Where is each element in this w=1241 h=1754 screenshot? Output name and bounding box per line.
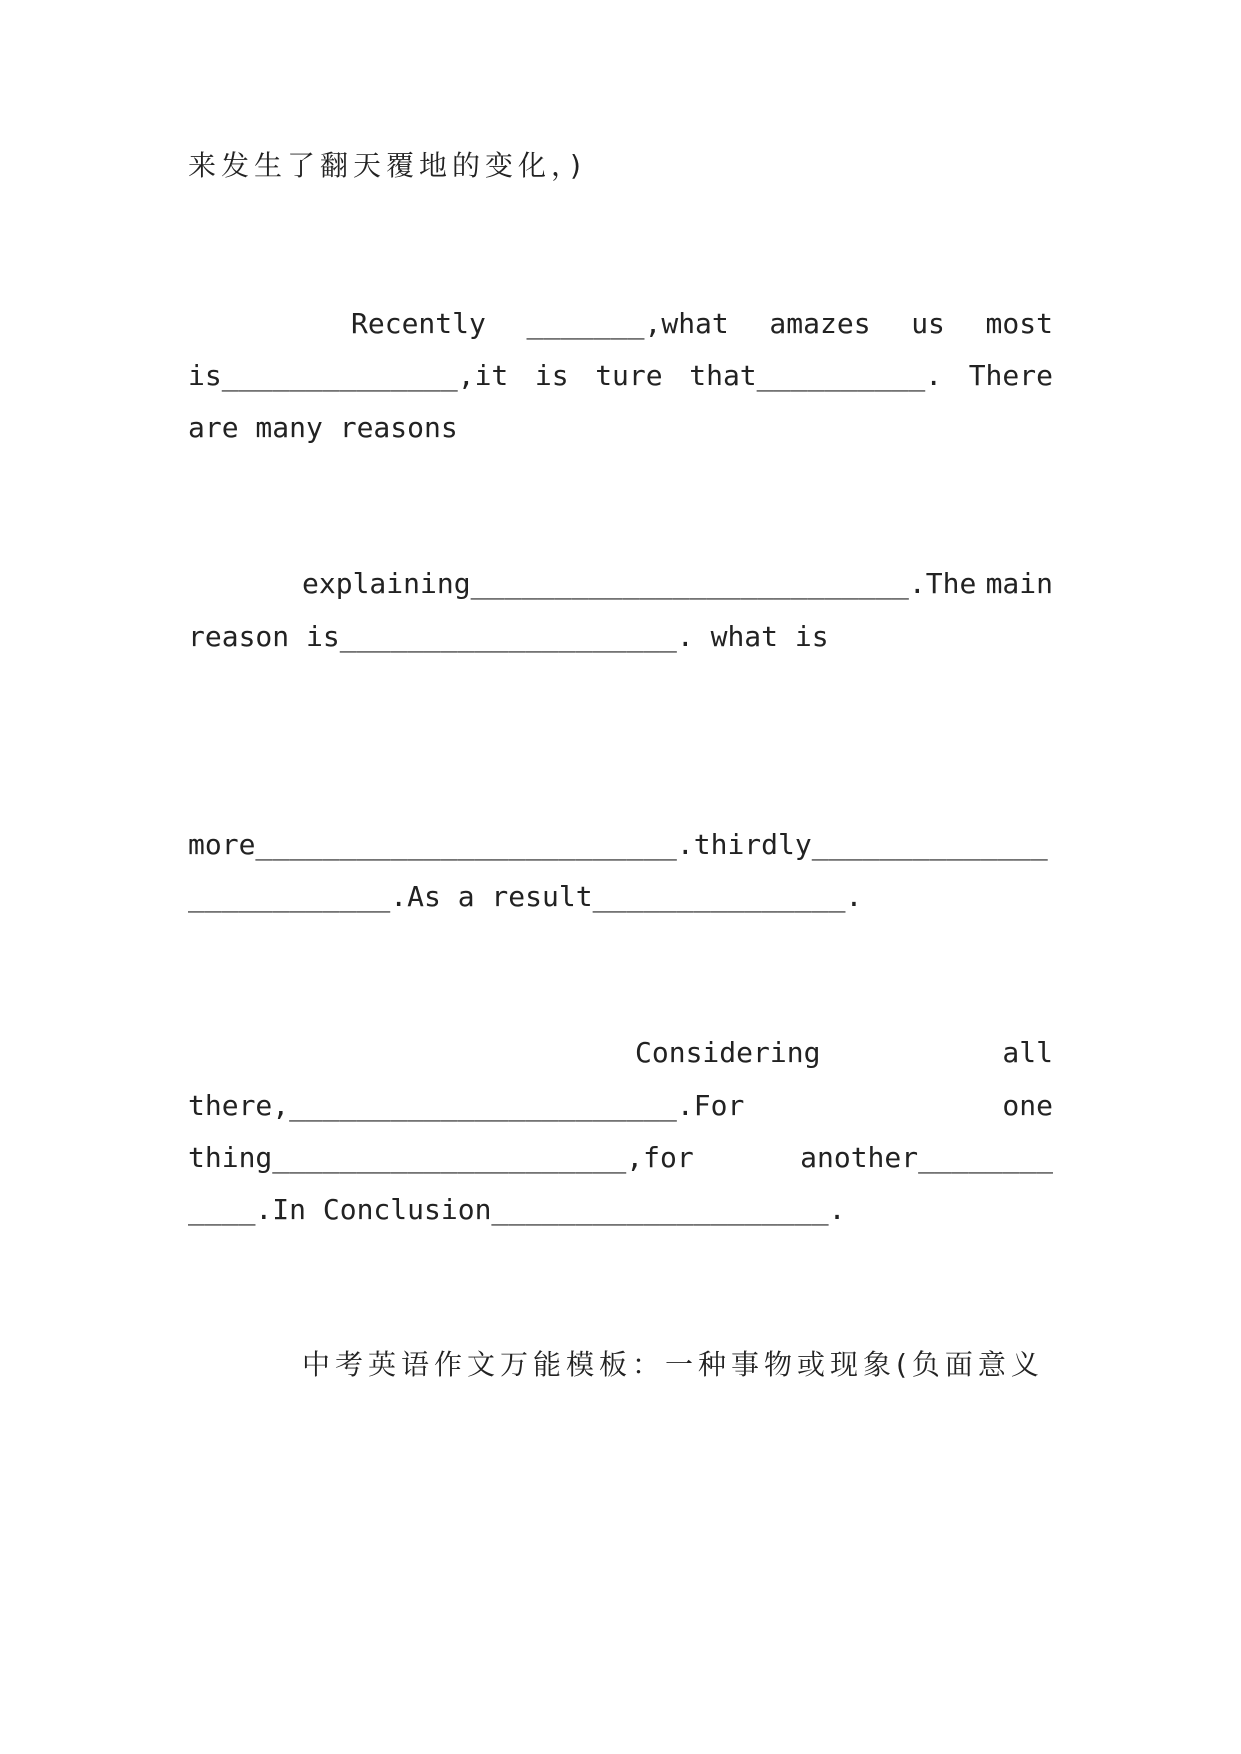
word: _______,what: [526, 307, 729, 340]
word: us: [911, 307, 945, 340]
word: most: [985, 307, 1053, 340]
word: that__________.: [689, 359, 943, 392]
word: another________: [800, 1141, 1053, 1174]
section-heading: 中考英语作文万能模板：一种事物或现象(负面意义: [302, 1348, 1044, 1381]
word: thing_____________________,for: [188, 1141, 694, 1174]
word: amazes: [769, 307, 871, 340]
word: There: [968, 359, 1053, 392]
paragraph-5-line-3: [188, 1138, 1053, 1178]
paragraph-5-line-2: [188, 1086, 1053, 1126]
paragraph-3-line-1: [188, 564, 1053, 604]
word: is: [534, 359, 569, 392]
word: Recently: [351, 307, 486, 340]
word: is______________,it: [188, 359, 509, 392]
word: ture: [595, 359, 663, 392]
paragraph-1-line-1: 来发生了翻天覆地的变化，): [188, 149, 586, 182]
paragraph-2-line-1: [188, 304, 1053, 344]
paragraph-3-line-2: reason is____________________. what is: [188, 620, 829, 653]
word: main: [985, 567, 1053, 600]
word: explaining__________________________.The: [302, 567, 977, 600]
word: one: [1002, 1089, 1053, 1122]
paragraph-5-line-1: [188, 1033, 1053, 1073]
paragraph-5-line-4: ____.In Conclusion____________________.: [188, 1193, 846, 1226]
paragraph-4-line-1: more_________________________.thirdly______________: [188, 828, 1048, 861]
paragraph-2-line-3: are many reasons: [188, 411, 458, 444]
word: Considering: [635, 1036, 821, 1069]
paragraph-4-line-2: ____________.As a result_______________.: [188, 880, 863, 913]
word: there,_______________________.For: [188, 1089, 745, 1122]
word: all: [1002, 1036, 1053, 1069]
paragraph-2-line-2: [188, 356, 1053, 396]
